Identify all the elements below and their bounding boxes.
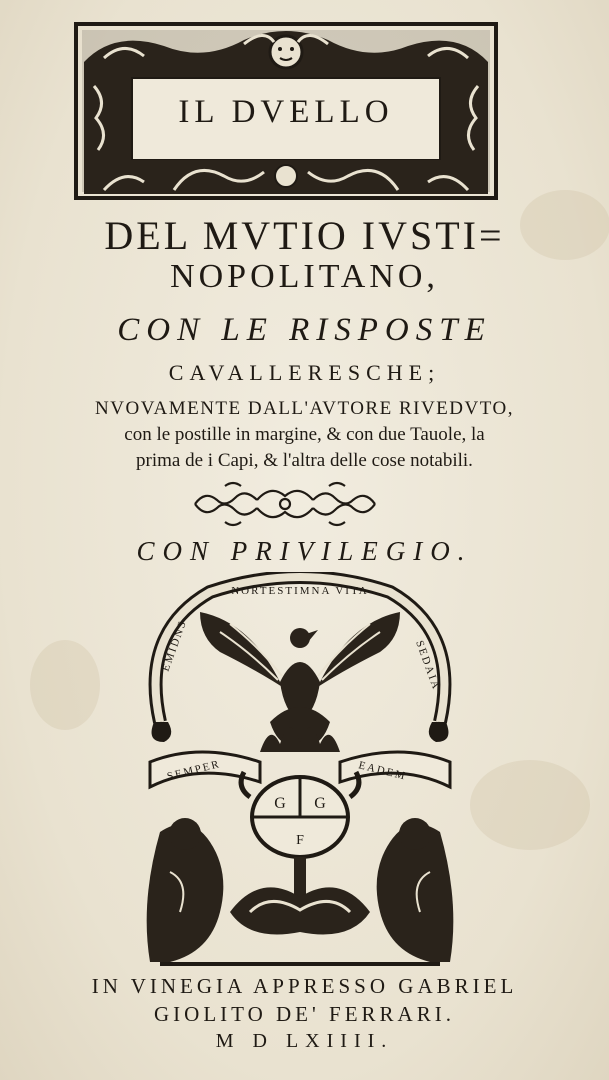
postille-note: con le postille in margine, & con due Tauole, la — [124, 424, 485, 445]
imprint-date: M D LXIIII. — [215, 1030, 394, 1052]
shield-letter-2: G — [314, 795, 326, 812]
author-line-1: DEL MVTIO IVSTI= — [104, 213, 505, 258]
phoenix-icon — [200, 612, 400, 745]
ribbon-right-text: EADEM — [357, 759, 408, 783]
printer-device — [140, 572, 460, 972]
lion-supporter-left-icon — [147, 818, 224, 962]
subtitle-risposte: CON LE RISPOSTE — [117, 312, 492, 348]
book-title: IL DVELLO — [178, 94, 394, 130]
shield-letter-1: G — [274, 795, 286, 812]
lion-supporter-right-icon — [377, 818, 454, 962]
banner-right-text: SEDAIA — [413, 638, 443, 693]
banner-top-text: NORTESTIMNA VITA — [231, 585, 369, 597]
imprint-line-1: IN VINEGIA APPRESSO GABRIEL — [91, 974, 518, 998]
subtitle-cavalleresche: CAVALLERESCHE; — [168, 360, 441, 385]
author-line-2: NOPOLITANO, — [170, 258, 439, 295]
ribbon-left-text: SEMPER — [165, 758, 222, 783]
fleuron-ornament — [185, 478, 385, 530]
revision-note: NVOVAMENTE DALL'AVTORE RIVEDVTO, — [95, 398, 514, 419]
banner-left-text: EMIDNS — [159, 618, 190, 674]
tables-note: prima de i Capi, & l'altra delle cose notabili. — [136, 450, 473, 471]
shield-letter-3: F — [296, 833, 304, 848]
imprint-line-2: GIOLITO DE' FERRARI. — [154, 1002, 455, 1026]
privilege-line: CON PRIVILEGIO. — [136, 536, 473, 566]
